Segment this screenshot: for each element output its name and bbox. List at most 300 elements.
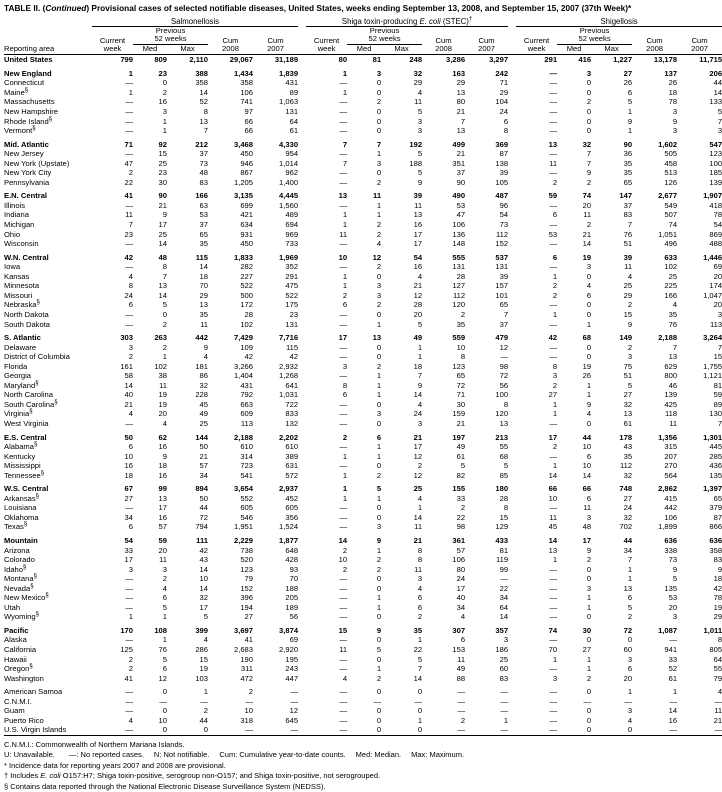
cell-salmonellosis-current-week: 22	[124, 177, 133, 187]
cum-label-shig-2007: Cum	[691, 35, 708, 45]
cell-shigellosis-med: 10	[582, 461, 592, 471]
cell-shigellosis-cum-2007: 78	[713, 593, 722, 603]
cell-shigellosis-cum-2008: 166	[664, 290, 678, 300]
cell-shigellosis-cum-2007: 64	[713, 654, 722, 664]
cell-shigellosis-current-week: 53	[548, 229, 558, 239]
footnote-marker: §	[35, 493, 39, 500]
cell-stec-cum-2007: 83	[499, 673, 509, 683]
cell-salmonellosis-med: 0	[162, 706, 167, 716]
cell-shigellosis-current-week: 1	[552, 409, 558, 419]
cell-shigellosis-current-week: 291	[544, 55, 558, 65]
row-reporting-area: Nevada§	[4, 583, 34, 593]
cell-shigellosis-cum-2008: 139	[664, 390, 678, 400]
cell-salmonellosis-max: 72	[199, 512, 208, 522]
cell-shigellosis-med: 2	[586, 177, 592, 187]
cell-shigellosis-med: 0	[586, 635, 592, 645]
cell-shigellosis-current-week: 11	[549, 158, 558, 168]
cell-salmonellosis-cum-2007: 833	[285, 409, 299, 419]
cell-shigellosis-med: 4	[586, 409, 592, 419]
table-row	[4, 272, 722, 282]
cell-shigellosis-current-week: —	[549, 687, 558, 697]
row-reporting-area: Mountain	[4, 535, 38, 545]
cell-shigellosis-max: 51	[623, 371, 633, 381]
cell-shigellosis-max: 112	[619, 461, 633, 471]
cell-shigellosis-cum-2008: 2,677	[658, 191, 678, 201]
column-gap	[298, 409, 306, 419]
cell-shigellosis-cum-2007: 65	[713, 493, 722, 503]
cell-salmonellosis-med: 16	[158, 97, 167, 107]
footnote-marker: §	[33, 441, 38, 448]
blank-cell	[298, 26, 306, 35]
current-label-shig: Current	[523, 35, 550, 45]
cell-shigellosis-max: 6	[627, 593, 633, 603]
cell-shigellosis-med: 1	[586, 593, 592, 603]
table-row	[4, 291, 722, 301]
cell-stec-cum-2008: 559	[452, 333, 466, 343]
cell-salmonellosis-current-week: 10	[124, 451, 133, 461]
cell-salmonellosis-med: 0	[162, 78, 167, 88]
cell-stec-max: 0	[417, 687, 423, 697]
column-gap	[298, 272, 306, 282]
cell-stec-current-week: —	[339, 654, 348, 664]
cell-stec-med: 0	[376, 271, 382, 281]
blank-cell	[298, 35, 306, 45]
cell-salmonellosis-max: 286	[195, 645, 208, 654]
cell-shigellosis-cum-2007: 15	[713, 352, 722, 362]
cell-stec-cum-2007: 104	[495, 97, 509, 107]
cell-stec-current-week: —	[339, 635, 348, 645]
cell-salmonellosis-cum-2008: 113	[240, 418, 253, 428]
cell-shigellosis-cum-2008: 505	[664, 149, 678, 159]
cell-shigellosis-current-week: —	[549, 696, 558, 706]
cell-shigellosis-max: 1	[627, 687, 633, 697]
footnote-marker: §	[24, 87, 29, 94]
cell-shigellosis-cum-2007: 139	[709, 177, 722, 187]
cell-stec-cum-2007: —	[500, 687, 509, 697]
cell-shigellosis-max: 1	[627, 564, 633, 574]
cell-stec-cum-2008: —	[457, 696, 466, 706]
cell-shigellosis-cum-2008: 46	[668, 380, 678, 390]
cell-salmonellosis-cum-2007: 733	[285, 239, 299, 249]
column-gap	[298, 69, 306, 79]
cell-stec-cum-2007: 100	[495, 390, 509, 400]
cell-salmonellosis-cum-2008: 2,188	[233, 432, 253, 442]
cell-shigellosis-current-week: 13	[548, 545, 558, 555]
cell-shigellosis-cum-2007: 869	[709, 229, 722, 239]
cell-stec-med: 0	[376, 87, 382, 97]
cell-stec-cum-2007: 101	[495, 290, 509, 300]
cell-stec-med: 0	[376, 715, 382, 725]
cell-salmonellosis-max: 35	[199, 239, 208, 249]
cell-salmonellosis-cum-2008: 1,205	[233, 177, 253, 187]
column-gap	[298, 664, 306, 674]
cell-salmonellosis-max: 19	[199, 664, 208, 674]
cell-shigellosis-max: 44	[623, 535, 633, 545]
row-reporting-area: Alaska	[4, 635, 27, 645]
cell-stec-current-week: —	[339, 399, 348, 409]
cell-shigellosis-cum-2007: 805	[709, 645, 722, 654]
cell-stec-med: 0	[376, 635, 382, 645]
column-gap	[508, 461, 516, 471]
cell-stec-current-week: 8	[342, 380, 348, 390]
cell-shigellosis-max: 24	[623, 503, 633, 513]
cell-salmonellosis-med: 17	[158, 220, 167, 230]
cell-stec-med: 1	[376, 390, 382, 400]
cell-shigellosis-current-week: —	[549, 583, 558, 593]
cell-shigellosis-current-week: 11	[549, 512, 558, 522]
cell-stec-cum-2007: 129	[495, 522, 509, 532]
row-reporting-area: Indiana	[4, 210, 29, 220]
cell-salmonellosis-cum-2007: 132	[285, 418, 299, 428]
column-gap	[508, 191, 516, 201]
cell-stec-current-week: —	[339, 706, 348, 716]
cell-shigellosis-current-week: 1	[552, 399, 558, 409]
max-header-salm: Max	[167, 45, 208, 55]
row-reporting-area: E.N. Central	[4, 191, 48, 201]
row-reporting-area: Massachusetts	[4, 97, 55, 107]
row-reporting-area: Wyoming§	[4, 611, 39, 622]
cell-stec-cum-2007: 1	[503, 715, 509, 725]
cell-shigellosis-cum-2007: 3	[717, 309, 722, 319]
column-gap	[508, 126, 516, 136]
cell-shigellosis-cum-2008: 35	[668, 309, 678, 319]
cell-salmonellosis-cum-2007: 70	[289, 574, 299, 584]
cell-salmonellosis-cum-2007: 2,937	[279, 484, 299, 494]
table-bottom-rule-cell	[4, 735, 722, 738]
column-gap	[508, 409, 516, 419]
cell-shigellosis-cum-2008: 315	[664, 442, 678, 452]
cell-stec-cum-2007: 369	[495, 139, 509, 149]
cell-salmonellosis-cum-2008: 867	[240, 168, 253, 178]
cell-salmonellosis-cum-2008: 7,429	[233, 333, 253, 343]
cell-stec-cum-2008: 13	[456, 87, 466, 97]
cell-shigellosis-cum-2007: 379	[709, 503, 722, 513]
cell-salmonellosis-med: 2	[162, 342, 167, 352]
cell-salmonellosis-current-week: —	[125, 602, 133, 612]
footnote-legend	[4, 750, 637, 760]
cell-stec-max: 248	[409, 55, 423, 65]
table-row	[4, 178, 722, 188]
cell-shigellosis-cum-2007: 436	[709, 461, 722, 471]
cell-salmonellosis-cum-2008: 66	[244, 116, 253, 126]
cell-shigellosis-cum-2007: 8	[717, 635, 722, 645]
cell-stec-med: 1	[376, 200, 382, 210]
cell-stec-cum-2008: 30	[456, 399, 466, 409]
cell-stec-cum-2008: 49	[456, 664, 466, 674]
cell-shigellosis-cum-2007: 89	[713, 399, 722, 409]
cell-salmonellosis-cum-2008: 520	[240, 555, 253, 565]
cell-salmonellosis-current-week: 799	[120, 55, 133, 65]
cell-salmonellosis-max: 43	[199, 555, 208, 565]
cell-shigellosis-max: 0	[627, 635, 633, 645]
cell-shigellosis-cum-2007: 19	[713, 602, 722, 612]
weeks-label-salm: 52 weeks	[133, 35, 208, 45]
cell-shigellosis-cum-2008: 1,899	[658, 522, 678, 532]
column-gap	[508, 419, 516, 429]
cell-salmonellosis-max: 44	[199, 715, 208, 725]
cell-salmonellosis-cum-2008: 106	[240, 87, 253, 97]
cell-shigellosis-cum-2007: —	[714, 696, 722, 706]
cell-stec-cum-2007: 81	[499, 545, 509, 555]
cell-salmonellosis-cum-2008: 1,951	[233, 522, 253, 532]
year-header-salm-2008: 2008	[208, 45, 253, 55]
cell-shigellosis-current-week: —	[549, 107, 558, 117]
cell-stec-cum-2008: 155	[452, 484, 466, 494]
row-reporting-area: United States	[4, 55, 53, 65]
cell-shigellosis-med: 30	[582, 625, 592, 635]
cell-salmonellosis-cum-2008: 194	[240, 602, 253, 612]
cell-salmonellosis-cum-2008: 152	[240, 583, 253, 593]
cell-salmonellosis-cum-2007: 694	[285, 220, 299, 230]
cell-salmonellosis-max: 5	[203, 612, 208, 622]
cell-salmonellosis-med: 5	[162, 602, 167, 612]
cell-stec-current-week: —	[339, 574, 348, 584]
cell-stec-cum-2008: 21	[456, 418, 466, 428]
title-continued: Continued	[45, 3, 87, 13]
blank-cell	[508, 26, 516, 35]
cell-salmonellosis-max: 13	[199, 116, 208, 126]
row-reporting-area: Arkansas§	[4, 493, 39, 503]
cell-stec-med: 0	[376, 352, 382, 362]
cell-shigellosis-max: 5	[627, 602, 633, 612]
cell-shigellosis-current-week: 2	[552, 177, 558, 187]
current-label-stec: Current	[313, 35, 340, 45]
cell-stec-current-week: —	[339, 687, 348, 697]
cell-shigellosis-max: 27	[623, 68, 633, 78]
cell-stec-cum-2008: 80	[456, 564, 466, 574]
cell-salmonellosis-cum-2007: 12	[289, 706, 299, 716]
column-gap	[508, 471, 516, 481]
legend-no-cases: —: No reported cases.	[68, 750, 144, 760]
cell-shigellosis-cum-2008: 33	[668, 654, 678, 664]
cell-stec-current-week: —	[339, 78, 348, 88]
blank-cell	[508, 17, 516, 27]
cell-stec-cum-2008: 112	[452, 290, 466, 300]
cell-stec-med: 0	[376, 706, 382, 716]
column-gap	[298, 433, 306, 443]
column-gap	[298, 230, 306, 240]
cell-stec-cum-2008: 98	[456, 522, 466, 532]
cell-salmonellosis-cum-2007: 631	[285, 461, 299, 471]
cell-stec-cum-2008: 136	[452, 229, 466, 239]
cell-stec-current-week: 1	[342, 484, 348, 494]
cell-stec-med: 1	[376, 371, 382, 381]
cell-salmonellosis-med: 1	[162, 635, 167, 645]
cell-salmonellosis-med: 2	[162, 574, 167, 584]
cell-stec-cum-2008: 2	[460, 715, 466, 725]
cell-shigellosis-cum-2008: 53	[668, 593, 678, 603]
cell-shigellosis-med: 0	[586, 574, 592, 584]
column-gap	[298, 159, 306, 169]
row-reporting-area: Hawaii	[4, 654, 27, 664]
cell-stec-med: 0	[347, 725, 381, 735]
table-row	[4, 442, 722, 452]
cell-salmonellosis-cum-2008: 450	[240, 149, 253, 159]
cell-stec-med: 5	[376, 645, 382, 654]
cell-stec-cum-2008: 163	[452, 68, 466, 78]
cell-stec-max: 5	[417, 149, 423, 159]
column-gap	[508, 320, 516, 330]
cell-stec-current-week: —	[339, 512, 348, 522]
cell-stec-max: 24	[413, 409, 423, 419]
cell-salmonellosis-current-week: 54	[124, 535, 133, 545]
column-gap	[298, 262, 306, 272]
table-row	[4, 55, 722, 65]
column-gap	[298, 513, 306, 523]
table-row	[4, 716, 722, 726]
cell-stec-max: 29	[413, 78, 423, 88]
cell-salmonellosis-med: 1	[162, 612, 167, 622]
row-reporting-area: Mid. Atlantic	[4, 139, 49, 149]
cell-shigellosis-max: 2	[627, 612, 633, 622]
column-gap	[508, 253, 516, 263]
cell-salmonellosis-current-week: 3	[128, 564, 133, 574]
cell-stec-max: 12	[413, 451, 423, 461]
row-reporting-area: Delaware	[4, 342, 37, 352]
blank-cell	[422, 26, 465, 35]
column-gap	[298, 149, 306, 159]
cell-stec-cum-2007: 60	[499, 664, 509, 674]
cell-shigellosis-max: —	[624, 696, 633, 706]
cell-shigellosis-max: 147	[619, 191, 633, 201]
cell-salmonellosis-med: 25	[158, 158, 167, 168]
cell-stec-cum-2008: 7	[460, 116, 466, 126]
cell-shigellosis-cum-2007: 445	[709, 442, 722, 452]
row-reporting-area: Texas§	[4, 521, 28, 532]
cell-stec-med: 0	[376, 612, 382, 622]
cell-salmonellosis-cum-2008: 97	[244, 107, 253, 117]
cell-stec-max: 14	[413, 390, 423, 400]
cell-stec-current-week: —	[339, 696, 348, 706]
table-row	[4, 471, 722, 481]
cell-salmonellosis-current-week: 40	[124, 390, 133, 400]
column-gap	[298, 706, 306, 716]
cell-stec-med: 2	[376, 470, 382, 480]
cell-shigellosis-med: 26	[582, 371, 592, 381]
cell-shigellosis-max: 9	[627, 116, 633, 126]
cell-salmonellosis-cum-2008: 946	[240, 158, 253, 168]
column-gap	[298, 291, 306, 301]
cell-stec-current-week: —	[339, 126, 348, 136]
footnote-marker: §	[45, 592, 49, 599]
column-gap	[508, 201, 516, 211]
cell-salmonellosis-med: 0	[162, 309, 167, 319]
cell-stec-med: 2	[376, 564, 382, 574]
table-row	[4, 574, 722, 584]
cell-shigellosis-cum-2007: 866	[709, 522, 722, 532]
cell-salmonellosis-cum-2008: 634	[240, 220, 253, 230]
cell-shigellosis-cum-2008: 118	[664, 409, 678, 419]
legend-cum: Cum: Cumulative year-to-date counts.	[219, 750, 346, 760]
table-row	[4, 97, 722, 107]
cell-salmonellosis-med: 76	[158, 645, 167, 654]
cell-salmonellosis-med: 14	[158, 239, 167, 249]
cell-shigellosis-current-week: 59	[548, 191, 558, 201]
cell-stec-current-week: —	[339, 503, 348, 513]
cell-salmonellosis-current-week: 71	[124, 139, 133, 149]
cell-stec-cum-2008: 71	[456, 390, 466, 400]
cell-shigellosis-cum-2008: 513	[664, 168, 678, 178]
cell-stec-max: 18	[413, 361, 423, 371]
cell-salmonellosis-max: 399	[195, 625, 208, 635]
cell-stec-cum-2008: —	[457, 687, 466, 697]
cell-salmonellosis-current-week: 42	[124, 252, 133, 262]
row-reporting-area: Illinois	[4, 200, 26, 210]
column-gap	[508, 281, 516, 291]
cell-salmonellosis-max: 11	[200, 319, 208, 329]
cell-stec-med: 0	[376, 78, 382, 88]
cell-shigellosis-med: 1	[586, 390, 592, 400]
cell-stec-cum-2007: 13	[499, 418, 509, 428]
blank-cell	[508, 45, 516, 55]
cell-shigellosis-max: 748	[619, 484, 633, 494]
cell-stec-max: 32	[413, 68, 423, 78]
cell-salmonellosis-cum-2007: 3,874	[279, 625, 299, 635]
column-gap	[298, 343, 306, 353]
row-reporting-area: Connecticut	[4, 78, 45, 88]
table-row	[4, 69, 722, 79]
cell-shigellosis-med: 0	[586, 352, 592, 362]
column-gap	[298, 452, 306, 462]
cell-stec-med: 12	[372, 252, 382, 262]
cell-shigellosis-cum-2008: 135	[664, 583, 678, 593]
cell-shigellosis-current-week: 66	[548, 484, 558, 494]
cell-shigellosis-cum-2007: 547	[709, 139, 722, 149]
cum-label-stec-2007: Cum	[478, 35, 495, 45]
cell-stec-cum-2007: 186	[495, 645, 509, 654]
cell-shigellosis-cum-2007: 9	[717, 564, 722, 574]
cell-salmonellosis-max: 57	[199, 461, 208, 471]
column-gap	[298, 674, 306, 684]
cell-stec-max: 54	[413, 252, 423, 262]
row-reporting-area: S. Atlantic	[4, 333, 41, 343]
cell-salmonellosis-current-week: —	[125, 239, 133, 249]
year-header-salm-2007: 2007	[253, 45, 298, 55]
cell-shigellosis-cum-2007: —	[677, 725, 722, 735]
cell-stec-cum-2008: 29	[456, 78, 466, 88]
cell-shigellosis-cum-2008: 207	[664, 451, 678, 461]
column-gap	[298, 191, 306, 201]
cell-shigellosis-cum-2008: 415	[664, 493, 678, 503]
cell-salmonellosis-max: 15	[199, 654, 208, 664]
row-reporting-area: New Mexico§	[4, 592, 49, 603]
table-row	[4, 210, 722, 220]
cell-stec-current-week: —	[339, 352, 348, 362]
cell-salmonellosis-max: 32	[199, 380, 208, 390]
cell-salmonellosis-cum-2008: 172	[240, 300, 253, 310]
cell-shigellosis-current-week: —	[549, 451, 558, 461]
cell-salmonellosis-med: 21	[158, 200, 167, 210]
row-reporting-area: Pennsylvania	[4, 177, 50, 187]
table-row	[4, 725, 722, 735]
table-row	[4, 126, 722, 136]
cell-shigellosis-cum-2008: 2,862	[658, 484, 678, 494]
cell-stec-cum-2007: 29	[499, 87, 509, 97]
cell-shigellosis-cum-2008: 3	[672, 612, 678, 622]
column-gap	[508, 210, 516, 220]
cell-salmonellosis-max: 4	[203, 352, 208, 362]
cell-stec-med: 0	[376, 168, 382, 178]
cell-salmonellosis-current-week: 170	[120, 625, 133, 635]
cell-salmonellosis-med: 17	[158, 503, 167, 513]
blank-cell	[298, 17, 306, 27]
row-reporting-area: Virginia§	[4, 408, 33, 419]
column-gap	[298, 97, 306, 107]
cell-stec-cum-2007: 242	[495, 68, 509, 78]
cell-salmonellosis-max: 111	[196, 535, 208, 545]
cell-salmonellosis-max: 34	[199, 470, 208, 480]
cell-salmonellosis-current-week: 41	[124, 191, 133, 201]
